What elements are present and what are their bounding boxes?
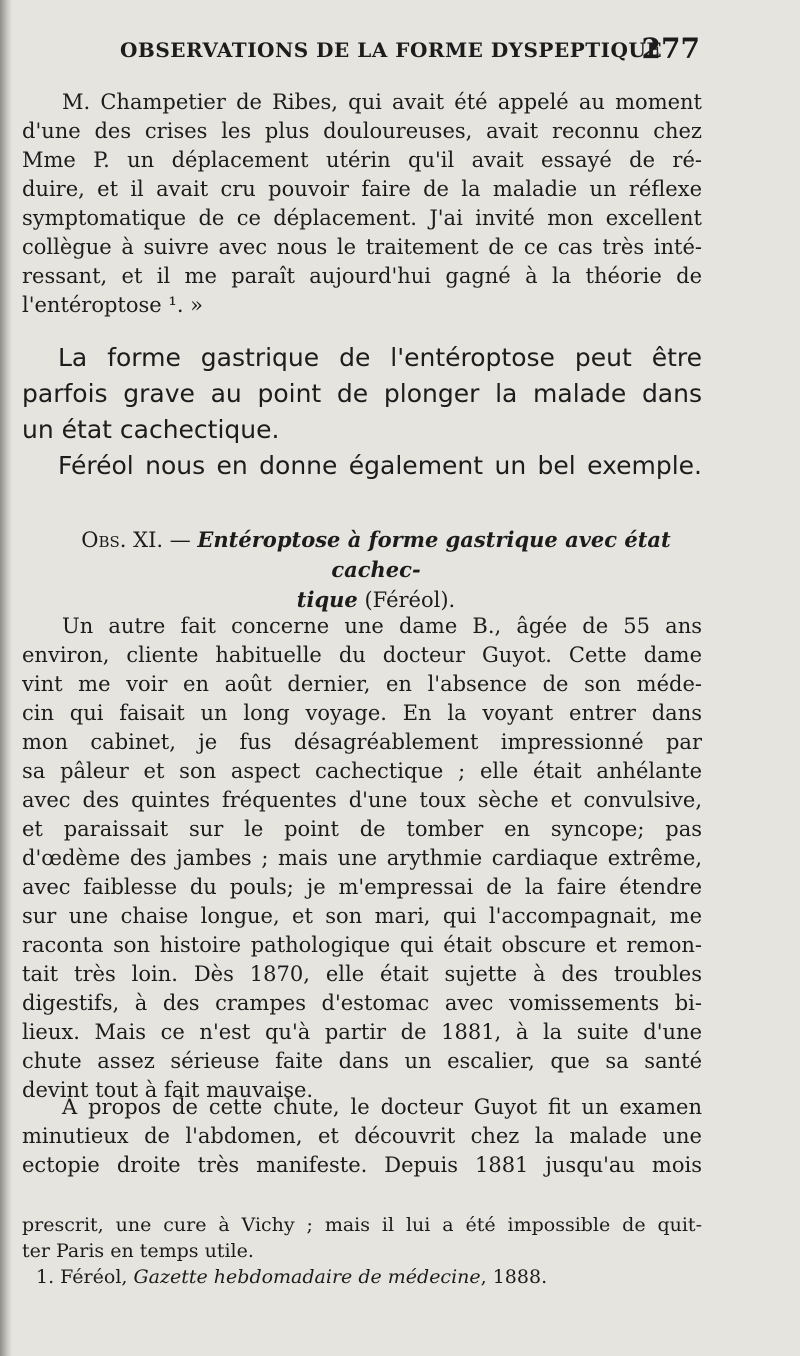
footnote-line: prescrit, une cure à Vichy ; mais il lui a été impossible de quit- bbox=[22, 1214, 702, 1236]
page-number: 277 bbox=[641, 32, 700, 65]
large-paragraph bbox=[22, 340, 702, 484]
observation-title-line2: tique bbox=[296, 587, 358, 612]
paragraph-3 bbox=[22, 1093, 702, 1180]
text-line: raconta son histoire pathologique qui était obscure et remon- bbox=[22, 933, 702, 957]
text-line: mon cabinet, je fus désagréablement impressionné par bbox=[22, 730, 702, 754]
text-line: d'une des crises les plus douloureuses, avait reconnu chez bbox=[22, 119, 702, 143]
paragraph-1 bbox=[22, 88, 702, 320]
text-line: cin qui faisait un long voyage. En la voyant entrer dans bbox=[22, 701, 702, 725]
footnote-line: ter Paris en temps utile. bbox=[22, 1240, 254, 1262]
paragraph-2 bbox=[22, 612, 702, 1105]
text-line: ectopie droite très manifeste. Depuis 1881 jusqu'au mois bbox=[22, 1153, 702, 1177]
text-line: chute assez sérieuse faite dans un escalier, que sa santé bbox=[22, 1049, 702, 1073]
text-line: M. Champetier de Ribes, qui avait été appelé au moment bbox=[62, 90, 702, 114]
text-line: d'œdème des jambes ; mais une arythmie cardiaque extrême, bbox=[22, 846, 702, 870]
footnote-reference bbox=[22, 1264, 702, 1290]
footnote-ref-suffix: , 1888. bbox=[480, 1266, 548, 1288]
text-line: et paraissait sur le point de tomber en syncope; pas bbox=[22, 817, 702, 841]
text-line: tait très loin. Dès 1870, elle était sujette à des troubles bbox=[22, 962, 702, 986]
large-text-line: La forme gastrique de l'entéroptose peut être bbox=[58, 343, 702, 372]
text-line: Mme P. un déplacement utérin qu'il avait essayé de ré- bbox=[22, 148, 702, 172]
text-line: avec faiblesse du pouls; je m'empressai de la faire étendre bbox=[22, 875, 702, 899]
text-line: minutieux de l'abdomen, et découvrit chez la malade une bbox=[22, 1124, 702, 1148]
footnote-ref-prefix: 1. Féréol, bbox=[36, 1266, 134, 1288]
text-line: sa pâleur et son aspect cachectique ; elle était anhélante bbox=[22, 759, 702, 783]
footnotes bbox=[22, 1212, 702, 1290]
page-edge bbox=[0, 0, 12, 1356]
text-line: digestifs, à des crampes d'estomac avec vomissements bi- bbox=[22, 991, 702, 1015]
observation-title-line1: Entéroptose à forme gastrique avec état cachec- bbox=[197, 527, 671, 582]
text-line: devint tout à fait mauvaise. bbox=[22, 1078, 314, 1102]
large-text-line: un état cachectique. bbox=[22, 415, 280, 444]
observation-author: (Féréol). bbox=[357, 588, 456, 612]
text-line: l'entéroptose ¹. » bbox=[22, 293, 204, 317]
footnote-journal: Gazette hebdomadaire de médecine bbox=[133, 1266, 481, 1288]
text-line: sur une chaise longue, et son mari, qui l'accompagnait, me bbox=[22, 904, 702, 928]
text-line: duire, et il avait cru pouvoir faire de la maladie un réflexe bbox=[22, 177, 702, 201]
running-head: OBSERVATIONS DE LA FORME DYSPEPTIQUE bbox=[120, 38, 663, 62]
observation-heading bbox=[52, 525, 700, 615]
text-line: symptomatique de ce déplacement. J'ai invité mon excellent bbox=[22, 206, 702, 230]
page-header bbox=[60, 30, 700, 70]
text-line: lieux. Mais ce n'est qu'à partir de 1881, à la suite d'une bbox=[22, 1020, 702, 1044]
text-line: Un autre fait concerne une dame B., âgée de 55 ans bbox=[62, 614, 702, 638]
large-text-line: parfois grave au point de plonger la malade dans bbox=[22, 379, 702, 408]
text-line: avec des quintes fréquentes d'une toux sèche et convulsive, bbox=[22, 788, 702, 812]
text-line: ressant, et il me paraît aujourd'hui gagné à la théorie de bbox=[22, 264, 702, 288]
observation-label: Obs. XI. — bbox=[81, 528, 198, 552]
text-line: A propos de cette chute, le docteur Guyot fit un examen bbox=[62, 1095, 702, 1119]
large-text-line: Féréol nous en donne également un bel exemple. bbox=[58, 451, 702, 480]
text-line: environ, cliente habituelle du docteur Guyot. Cette dame bbox=[22, 643, 702, 667]
text-line: collègue à suivre avec nous le traitement de ce cas très inté- bbox=[22, 235, 702, 259]
text-line: vint me voir en août dernier, en l'absence de son méde- bbox=[22, 672, 702, 696]
